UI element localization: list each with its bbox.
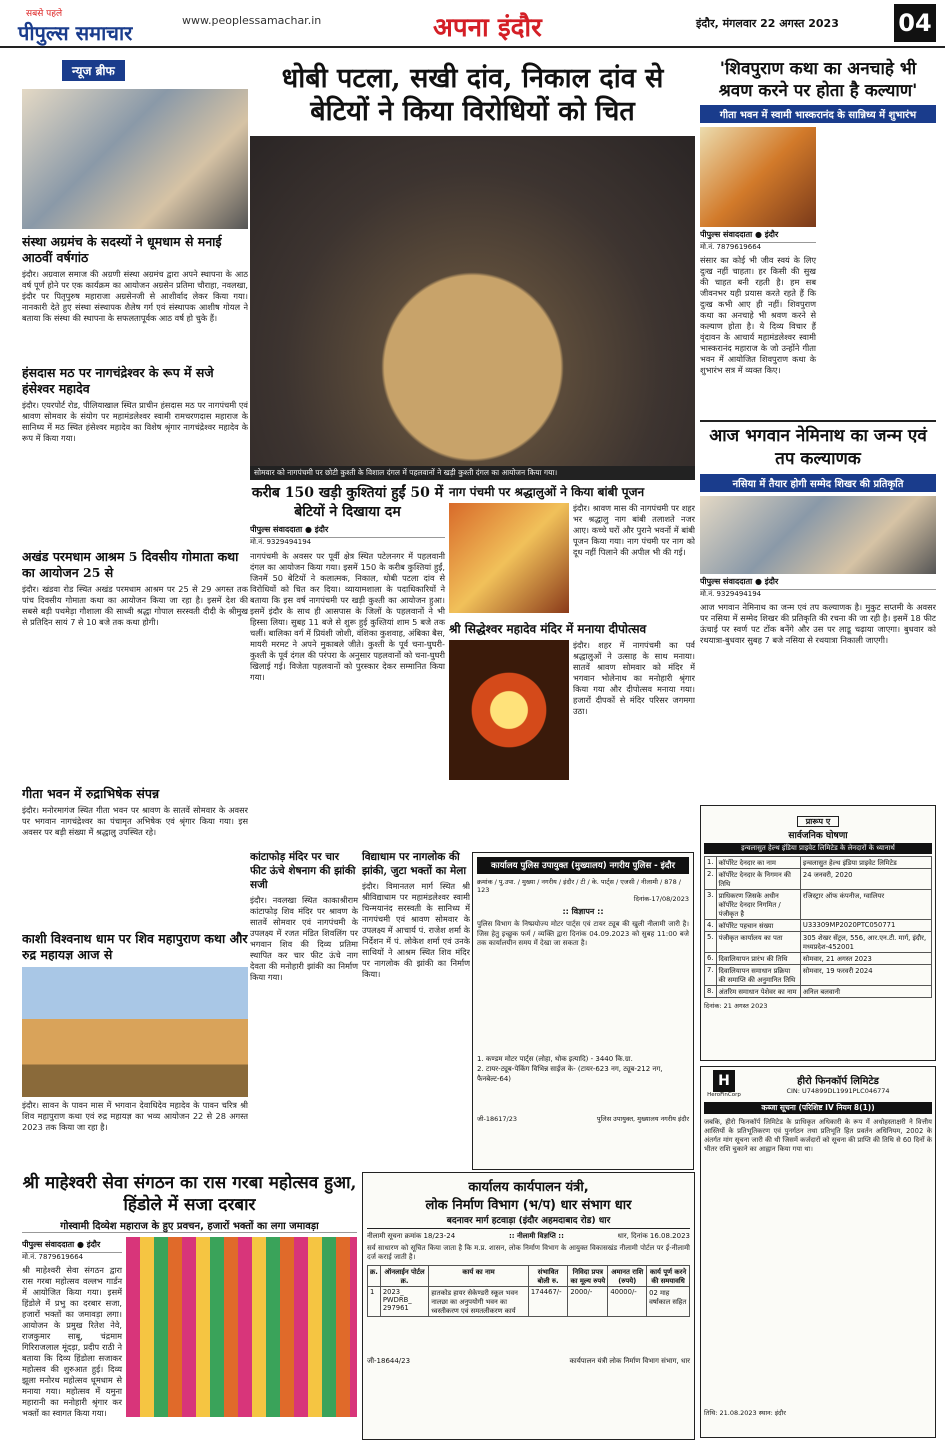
table-cell: रजिस्ट्रार ऑफ कंपनीज, ग्वालियर <box>800 890 931 920</box>
table-cell: सोमवार, 19 फरवरी 2024 <box>800 965 931 986</box>
police-ad-code: जी-18617/23 <box>477 1115 517 1123</box>
police-ad-item: 1. कण्डम मोटर पार्ट्स (लोहा, थोक इत्यादि) - 3440 कि.ग्रा. <box>477 1055 633 1063</box>
table-header-cell: निविदा प्रपत्र का मूल्य रुपये <box>568 1266 608 1287</box>
table-cell: 7. <box>705 965 717 986</box>
table-cell: अंतरिम समाधान पेशेवर का नाम <box>716 986 800 998</box>
table-cell: कॉर्पोरेट पहचान संख्या <box>716 920 800 932</box>
lead-body: नागपंचमी के अवसर पर पूर्वी क्षेत्र स्थित पटेलनगर में पहलवानी दंगल का आयोजन किया गया। इसमें 150 के करीब कुश्तियां हुईं, जिनमें 50 बेटियों ने कलात्मक, निकाल, धोबी पटला दांव से विरोधियों को चित कर दिया। व्यायामशाला के पदाधिकारियों ने बताया कि इस वर्ष नागपंचमी पर खड़ी कुश्ती का आयोजन हुआ। इसमें इंदौर के साथ ही आसपास के जिलों के पहलवानों ने भी हिस्सा लिया। सुबह 11 बजे से शुरू हुई कुश्तियां शाम 5 बजे तक चलीं। बालिका वर्ग में प्रियंशी जोशी, वंशिका कुशवाह, अंबिका बैस, मायरी मरमट ने अपने मुकाबले जीते। कुश्ती के पूर्व चना-घुघरी-कुश्ती के पूर्व दंगल की परंपरा के अनुसार पहलवानों को चना-घुघरी खिलाई गई। विजेता पहलवानों को पुरस्कार देकर सम्मानित किया गया। <box>250 551 445 682</box>
logo-tagline: सबसे पहले <box>26 9 63 19</box>
table-cell: सोमवार, 21 अगस्त 2023 <box>800 953 931 965</box>
table-header-cell: कार्य का नाम <box>429 1266 529 1287</box>
table-row <box>705 920 932 932</box>
table-cell: 02 माह वर्षाकाल सहित <box>647 1287 690 1317</box>
table-header-cell: क्र. <box>368 1266 381 1287</box>
hero-logo-icon: H <box>713 1070 735 1092</box>
police-ad-signatory: पुलिस उपायुक्त, मुख्यालय नगरीय इंदौर <box>596 1115 689 1123</box>
pwd-intro: सर्व साधारण को सूचित किया जाता है कि म.प्र. शासन, लोक निर्माण विभाग के आयुक्त विकासखंड नीलामी पोर्टल पर ई-नीलामी दर्ज कराई जाती है। <box>367 1244 690 1261</box>
table-cell: 8. <box>705 986 717 998</box>
table-header-cell: कार्य पूर्ण करने की समयावधि <box>647 1266 690 1287</box>
website-url[interactable]: www.peoplessamachar.in <box>182 14 322 27</box>
police-ad-body: पुलिस विभाग के निष्प्रयोज्य मोटर पार्ट्स एवं टायर ट्यूब की खुली नीलामी जारी है। जिस हेतु इच्छुक फर्म / व्यक्ति द्वारा दिनांक 04.09.2023 को सुबह 11:00 बजे तक कार्यालयीन समय में देखा जा सकता है। <box>477 920 689 947</box>
lead-subhead[interactable]: करीब 150 खड़ी कुश्तियां हुईं 50 में बेटियों ने दिखाया दम <box>251 485 444 520</box>
maheshwari-body: श्री माहेश्वरी सेवा संगठन द्वारा रास गरबा महोत्सव वल्लभ गार्डन में आयोजित किया गया। इसमें हिंडोले में प्रभु का दरबार सजा, हजारों भक्तों का जमावड़ा लगा। आयोजन के प्रमुख रितेश नेवे, राजकुमार साबू, चंद्रमाम गिरिराजलाल मूंदड़ा, प्रदीप राठी ने बताया कि दिव्य हिंडोला सजाकर महोत्सव की शुरुआत हुई। दिव्य झूला मनोरथ महोत्सव धूमधाम से मनाया गया। महोत्सव में यमुना महारानी का मनोहारी श्रृंगार कर भक्तों का स्वागत किया गया। <box>22 1265 122 1418</box>
snake-body: इंदौर। श्रावण मास की नागपंचमी पर शहर भर श्रद्धालु नाग बांबी तलाशते नजर आए। कच्चे घरों और पुराने भवनों में बांबी पूजन किया गया। नाग पंचमी पर नाग को दूध नहीं पिलाने की अपील भी की गई। <box>573 503 695 557</box>
neminath-mobile: मो.नं. 9329494194 <box>700 590 762 598</box>
police-ad-title: कार्यालय पुलिस उपायुक्त (मुख्यालय) नगरीय पुलिस - इंदौर <box>477 857 689 874</box>
maheshwari-headline[interactable]: श्री माहेश्वरी सेवा संगठन का रास गरबा महोत्सव हुआ, हिंडोले में सजा दरबार <box>22 1173 357 1215</box>
hero-cin: CIN: U74899DL1991PLC046774 <box>786 1087 890 1095</box>
table-cell: अनिल बलवानी <box>800 986 931 998</box>
lead-photo-caption: सोमवार को नागपंचमी पर छोटी कुश्ती के विशाल दंगल में पहलवानों ने खड़ी कुश्ती दंगल का आयोजन किया गया। <box>250 466 695 480</box>
prarup-table <box>704 856 932 998</box>
garba-photo <box>126 1237 357 1417</box>
shivpuran-photo <box>700 127 816 227</box>
table-cell: 2023_ PWDRB_ 297961 <box>380 1287 428 1317</box>
table-cell: कॉर्पोरेट देनदार का नाम <box>716 857 800 869</box>
brief-3-body: इंदौर। खंडवा रोड स्थित अखंड परमधाम आश्रम पर 25 से 29 अगस्त तक पांच दिवसीय गोमाता कथा का आयोजन किया जा रहा है। इसमें देश की सबसे बड़ी पथमेड़ा गौशाला की साध्वी श्रद्धा गोपाल सरस्वती दीदी के श्रीमुख से प्रतिदिन सायं 7 से 10 बजे तक कथा होगी। <box>22 584 248 627</box>
pwd-notice-head: :: नीलामी विज्ञप्ति :: <box>508 1232 564 1240</box>
table-cell: 174467/- <box>528 1287 567 1317</box>
maheshwari-mobile: मो.नं. 7879619664 <box>22 1253 84 1261</box>
kantafod-body: इंदौर। नवलखा स्थित काकाश्रीराम कांटाफोड़ शिव मंदिर पर श्रावण के सातवें सोमवार एवं नागपंचमी के उपलक्ष्य में रजत मंडित शिवलिंग पर भगवान शिव की दिव्य प्रतिमा स्थापित कर चार फीट ऊंचे नाग देवता की मनोहारी झांकी का निर्माण किया गया। <box>250 895 358 982</box>
table-cell: 6. <box>705 953 717 965</box>
vidyadham-body: इंदौर। विमानतल मार्ग स्थित श्री श्रीविद्याधाम पर महामंडलेश्वर स्वामी चिन्मयानंद सरस्वती के सानिध्य में नागपंचमी एवं श्रावण सोमवार के उपलक्ष्य में आचार्य पं. राजेश शर्मा के निर्देशन में पं. लोकेश शर्मा एवं उनके साथियों ने आश्रम स्थित शिव मंदिर पर नागलोक की झांकी का निर्माण किया। <box>362 881 470 979</box>
table-cell: U33309MP2020PTC050771 <box>800 920 931 932</box>
table-cell: पंजीकृत कार्यालय का पता <box>716 932 800 953</box>
bambi-puja-photo <box>449 503 569 613</box>
brief-5-title[interactable]: काशी विश्वनाथ धाम पर शिव महापुराण कथा और रुद्र महायज्ञ आज से <box>22 931 248 962</box>
maheshwari-story <box>22 1172 357 1440</box>
news-brief-flag: न्यूज ब्रीफ <box>62 60 125 81</box>
table-cell: 1. <box>705 857 717 869</box>
temple-body: इंदौर। शहर में नागपंचमी का पर्व श्रद्धालुओं ने उत्साह के साथ मनाया। सातवें श्रावण सोमवार को मंदिर में भगवान भोलेनाथ का मनोहारी श्रृंगार किया गया और दीपोत्सव मनाया गया। हजारों दीपकों से मंदिर परिसर जगमगा उठा। <box>573 640 695 716</box>
neminath-headline[interactable]: आज भगवान नेमिनाथ का जन्म एवं तप कल्याणक <box>700 420 936 471</box>
neminath-story <box>700 420 936 800</box>
police-ad-ref: क्रमांक / पु.उपा. / मुख्या / नगरीय / इंदौर / टी / के. पार्ट्स / एजसी / नीलामी / 878 / 123 <box>477 878 681 894</box>
pwd-table <box>367 1265 690 1317</box>
maheshwari-subhead: गोस्वामी दिव्येश महाराज के हुए प्रवचन, हजारों भक्तों का लगा जमावड़ा <box>22 1218 357 1233</box>
neminath-subhead: नसिया में तैयार होगी सम्मेद शिखर की प्रतिकृति <box>700 474 936 492</box>
lead-headline[interactable]: धोबी पटला, सखी दांव, निकाल दांव से बेटियों ने किया विरोधियों को चित <box>281 63 664 127</box>
table-header-cell: ऑनलाईन पोर्टल क्र. <box>380 1266 428 1287</box>
brief-1-title[interactable]: संस्था अग्रमंच के सदस्यों ने धूमधाम से मनाई आठवीं वर्षगांठ <box>22 234 222 265</box>
prarup-company: इन्वलासुत हेल्थ इंडिया प्राइवेट लिमिटेड के लेनदारों के ध्यानार्थ <box>704 843 932 854</box>
table-cell: हातकोड हायर सेकेण्डरी स्कूल भवन नालछा का अनुपयोगी भवन का ध्वस्तीकरण एवं समतलीकरण कार्य <box>429 1287 529 1317</box>
hero-logo <box>704 1070 744 1098</box>
hero-company: हीरो फिनकॉर्प लिमिटेड <box>797 1076 879 1087</box>
lead-mobile: मो.नं. 9329494194 <box>250 538 312 546</box>
shivpuran-headline[interactable]: 'शिवपुराण कथा का अनचाहे भी श्रवण करने पर होता है कल्याण' <box>718 59 918 101</box>
brief-2-body: इंदौर। एयरपोर्ट रोड, पीलियाखाल स्थित प्राचीन हंसदास मठ पर नागपंचमी एवं श्रावण सोमवार के संयोग पर महामंडलेश्वर स्वामी रामचरणदास महाराज के सानिध्य में मठ स्थित हंसेश्वर महादेव का विशेष श्रृंगार नागचंद्रेश्वर महादेव के रूप में किया गया। <box>22 400 248 443</box>
table-row <box>705 857 932 869</box>
table-cell: 2. <box>705 869 717 890</box>
table-cell: दिवालियापन प्रारंभ की तिथि <box>716 953 800 965</box>
table-header-cell: अमानत राशि (रुपये) <box>608 1266 647 1287</box>
column-stories <box>250 850 470 1170</box>
table-cell: 305 शेखर सेंट्रल, 556, आर.एन.टी. मार्ग, इंदौर, मध्यप्रदेश-452001 <box>800 932 931 953</box>
brief-5-caption: इंदौर। सावन के पावन मास में भगवान देवाधिदेव महादेव के पावन चरित्र श्री शिव महापुराण कथा एवं रुद्र महायज्ञ का भव्य आयोजन 22 से 28 अगस्त 2023 तक किया जा रहा है। <box>22 1100 248 1132</box>
prarup-title: प्रारूप ए <box>797 816 840 827</box>
table-row <box>705 932 932 953</box>
lead-story <box>250 58 695 850</box>
neminath-byline: पीपुल्स संवाददाता ● इंदौर <box>700 574 936 590</box>
lead-byline: पीपुल्स संवाददाता ● इंदौर <box>250 522 445 538</box>
shivpuran-subhead: गीता भवन में स्वामी भास्करानंद के सान्निध्य में शुभारंभ <box>700 105 936 123</box>
newspaper-logo[interactable] <box>18 6 132 46</box>
hero-fincorp-ad <box>700 1066 936 1438</box>
kashi-vishwanath-photo <box>22 967 248 1097</box>
pwd-title-3: बदनावर मार्ग हटवाड़ा (इंदौर अहमदाबाद रोड) धार <box>367 1213 690 1229</box>
police-auction-ad <box>472 852 694 1170</box>
brief-2-title[interactable]: हंसदास मठ पर नागचंद्रेश्वर के रूप में सजे हंसेश्वर महादेव <box>22 365 214 396</box>
section-title: अपना इंदौर <box>433 13 542 43</box>
deepotsav-photo <box>449 640 569 780</box>
table-header-cell: संभावित बोली रु. <box>528 1266 567 1287</box>
table-cell: 2000/- <box>568 1287 608 1317</box>
news-brief-column <box>22 60 248 1260</box>
shivpuran-body: संसार का कोई भी जीव स्वयं के लिए दुःख नहीं चाहता। हर किसी की सुख की चाहत बनी रहती है। हम सब जीवनभर यही प्रयास करते रहते हैं कि दुःख कभी आए ही नहीं। शिवपुराण कथा का अनचाहे भी श्रवण करने से कल्याण होता है। ये दिव्य विचार हैं वृंदावन के आचार्य महामंडलेश्वर स्वामी भास्करानंद महाराज के जो उन्होंने गीता भवन में आयोजित शिवपुराण कथा के शुभारंभ सत्र में व्यक्त किए। <box>700 255 816 375</box>
pwd-code: जी-18644/23 <box>367 1357 411 1365</box>
table-cell: दिवालियापन समाधान प्रक्रिया की समाप्ति की अनुमानित तिथि <box>716 965 800 986</box>
police-ad-date: दिनांक-17/08/2023 <box>633 895 689 903</box>
pwd-notice-no: नीलामी सूचना क्रमांक 18/23-24 <box>367 1232 456 1240</box>
neminath-body: आज भगवान नेमिनाथ का जन्म एवं तप कल्याणक है। मुकुट सप्तमी के अवसर पर नसिया में सम्मेद शिखर की प्रतिकृति की रचना की जा रही है। इसमें 18 फीट ऊंचाई पर स्वर्ण पट टोंक बनेंगे और उस पर लाडू चढ़ाया जाएगा। बुधवार को रथयात्रा-बुधवार सुबह 7 बजे नसिया से रथयात्रा निकाली जाएगी। <box>700 602 936 645</box>
table-cell: 40000/- <box>608 1287 647 1317</box>
table-row <box>705 965 932 986</box>
snake-headline[interactable]: नाग पंचमी पर श्रद्धालुओं ने किया बांबी पूजन <box>449 485 645 499</box>
agramanch-photo <box>22 89 248 229</box>
pwd-notice-date: धार, दिनांक 16.08.2023 <box>617 1232 690 1240</box>
neminath-photo <box>700 496 936 574</box>
table-row <box>705 986 932 998</box>
brief-1-body: इंदौर। अग्रवाल समाज की अग्रणी संस्था अग्रमंच द्वारा अपने स्थापना के आठ वर्ष पूर्ण होने पर एक कार्यक्रम का आयोजन अग्रसेन प्रतिमा चौराहा, नवलखा, इंदौर पर पितृपुरुष महाराजा अग्रसेनजी से आशीर्वाद लेकर किया गया। नानकारी देते हुए संस्था संस्थापक शैलेष गर्ग एवं संस्थापक आशीष गोयल ने बताया कि संस्था की स्थापना के सफलतापूर्वक आठ वर्ष हो चुके हैं। <box>22 269 248 323</box>
hero-body: जबकि, हीरो फिनकॉर्प लिमिटेड के प्राधिकृत अधिकारी के रूप में अधोहस्ताक्षरी ने वित्तीय आस्तियों के प्रतिभूतिकरण एवं पुनर्गठन तथा प्रतिभूति हित प्रवर्तन अधिनियम, 2002 के अंतर्गत मांग सूचना जारी की थी जिसमें कर्जदारों को सूचना की प्राप्ति की तिथि से 60 दिनों के भीतर राशि चुकाने का आह्वान किया गया था। <box>704 1118 932 1153</box>
brief-4-body: इंदौर। मनोरमागंज स्थित गीता भवन पर श्रावण के सातवें सोमवार के अवसर पर भगवान नागचंद्रेश्वर का पंचामृत अभिषेक एवं श्रृंगार किया गया। इस अवसर पर बड़ी संख्या में श्रद्धालु उपस्थित रहे। <box>22 805 248 837</box>
hero-footer: तिथि: 21.08.2023 स्थान: इंदौर <box>704 1409 786 1417</box>
table-cell: कॉर्पोरेट देनदार के निगमन की तिथि <box>716 869 800 890</box>
dateline: इंदौर, मंगलवार 22 अगस्त 2023 <box>696 17 839 30</box>
public-announcement-ad <box>700 805 936 1061</box>
pwd-title-2: लोक निर्माण विभाग (भ/प) धार संभाग धार <box>425 1198 632 1213</box>
police-ad-heading: :: विज्ञापन :: <box>562 907 604 916</box>
masthead <box>0 0 945 48</box>
pwd-signatory: कार्यपालन यंत्री लोक निर्माण विभाग संभाग, धार <box>569 1357 690 1365</box>
hero-logo-text: HeroFinCorp <box>707 1092 741 1098</box>
shivpuran-mobile: मो.नं. 7879619664 <box>700 243 762 251</box>
table-cell: प्राधिकरण जिसके अधीन कॉर्पोरेट देनदार निगमित / पंजीकृत है <box>716 890 800 920</box>
kantafod-title[interactable]: कांटाफोड़ मंदिर पर चार फीट ऊंचे शेषनाग की झांकी सजी <box>250 851 356 891</box>
table-cell: 4. <box>705 920 717 932</box>
table-cell: 1 <box>368 1287 381 1317</box>
vidyadham-title[interactable]: विद्याधाम पर नागलोक की झांकी, जुटा भक्तों का मेला <box>362 851 467 877</box>
logo-text: पीपुल्स समाचार <box>18 21 133 45</box>
brief-4-title[interactable]: गीता भवन में रुद्राभिषेक संपन्न <box>22 786 160 801</box>
table-cell: 3. <box>705 890 717 920</box>
temple-headline[interactable]: श्री सिद्धेश्वर महादेव मंदिर में मनाया दीपोत्सव <box>449 622 647 636</box>
table-cell: 5. <box>705 932 717 953</box>
hero-notice: कब्जा सूचना (परिशिष्ट IV नियम 8(1)) <box>704 1102 932 1114</box>
table-row <box>705 953 932 965</box>
shivpuran-byline: पीपुल्स संवाददाता ● इंदौर <box>700 227 816 243</box>
maheshwari-byline: पीपुल्स संवाददाता ● इंदौर <box>22 1237 122 1253</box>
prarup-footer: दिनांक: 21 अगस्त 2023 <box>704 1002 768 1010</box>
pwd-title-1: कार्यालय कार्यपालन यंत्री, <box>468 1180 589 1195</box>
pwd-auction-ad <box>362 1172 695 1440</box>
police-ad-item: 2. टायर-ट्यूब-पेकिंग विभिन्न साईज के- (टायर-623 नग, ट्यूब-212 नग, फैनबेल्ट-64) <box>477 1065 663 1083</box>
table-row <box>705 869 932 890</box>
page-number: 04 <box>894 4 936 42</box>
table-row <box>705 890 932 920</box>
prarup-subtitle: सार्वजनिक घोषणा <box>788 831 848 841</box>
wrestling-arena-photo <box>250 136 695 466</box>
table-cell: 24 जनवरी, 2020 <box>800 869 931 890</box>
table-cell: इन्वलासुत हेल्थ इंडिया प्राइवेट लिमिटेड <box>800 857 931 869</box>
brief-3-title[interactable]: अखंड परमधाम आश्रम 5 दिवसीय गोमाता कथा का आयोजन 25 से <box>22 549 239 580</box>
